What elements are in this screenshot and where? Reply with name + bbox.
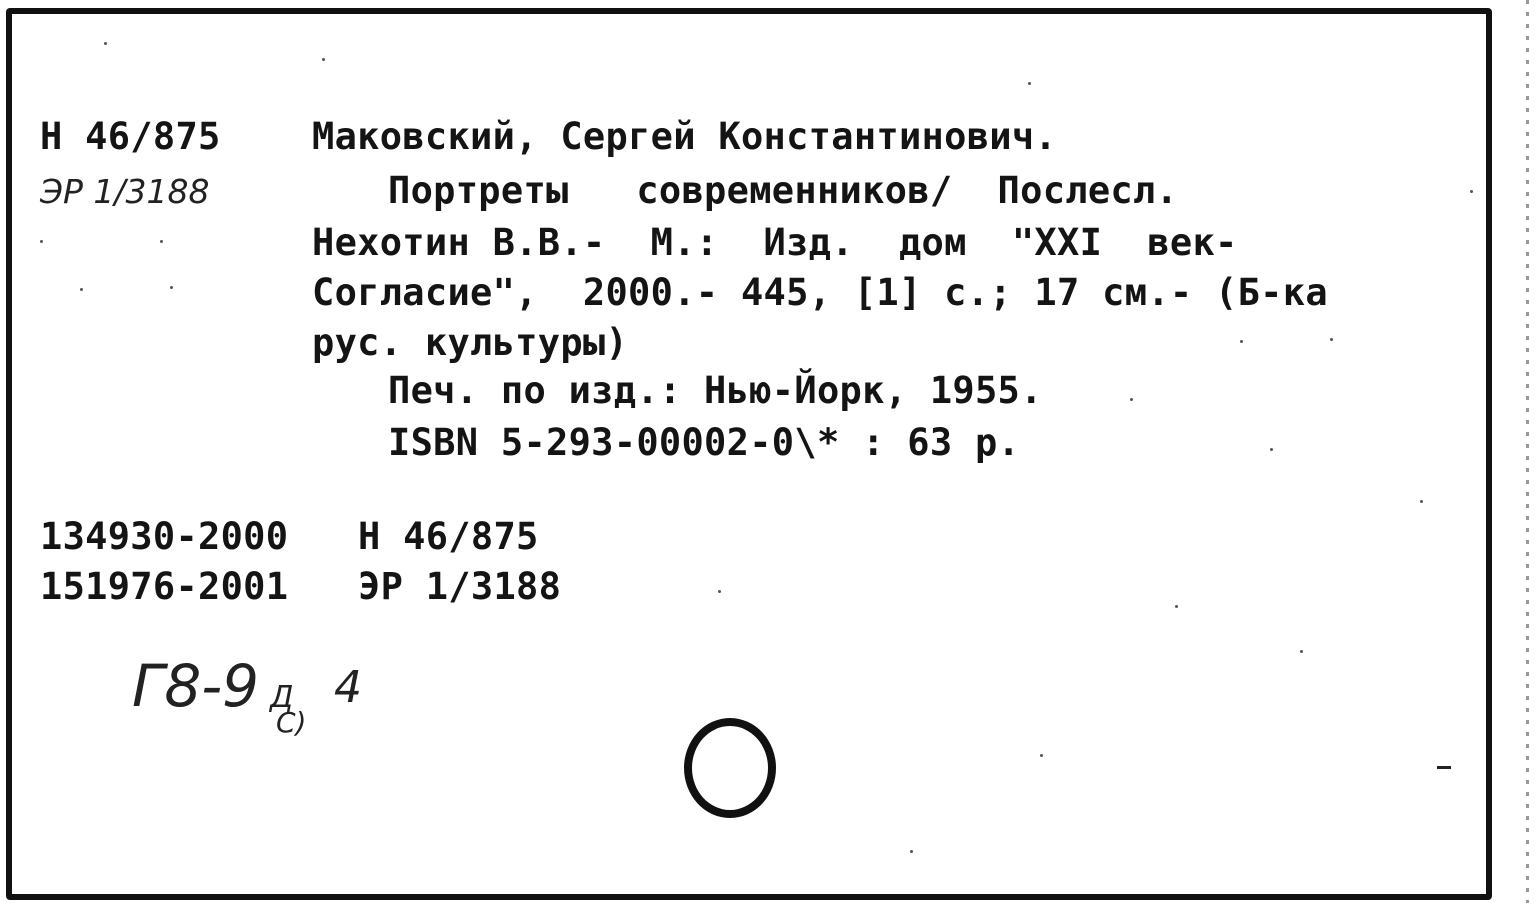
speck: [1470, 190, 1473, 193]
speck: [1420, 500, 1423, 503]
speck: [1175, 605, 1178, 608]
handwritten-call-number: ЭР 1/3188: [40, 172, 210, 211]
title-line-2: Нехотин В.В.- М.: Изд. дом "XXI век-: [312, 221, 1238, 264]
speck: [1240, 340, 1243, 343]
speck: [40, 240, 43, 243]
isbn-line: ISBN 5-293-00002-0\* : 63 р.: [388, 421, 1021, 464]
punch-hole-icon: [684, 718, 776, 818]
speck: [170, 286, 173, 289]
title-line-3: Согласие", 2000.- 445, [1] с.; 17 см.- (Б-ка: [312, 271, 1328, 314]
inventory-location-1: Н 46/875: [358, 515, 539, 558]
inventory-number-2: 151976-2001: [40, 565, 289, 608]
speck: [718, 590, 721, 593]
speck: [1270, 448, 1273, 451]
inventory-location-2: ЭР 1/3188: [358, 565, 562, 608]
title-line-1: Портреты современников/ Послесл.: [388, 169, 1179, 212]
speck: [1300, 650, 1303, 653]
author-line: Маковский, Сергей Константинович.: [312, 115, 1058, 158]
speck: [1040, 754, 1043, 757]
speck: [80, 288, 83, 291]
speck: [160, 240, 163, 243]
handwritten-subscript: Д: [270, 680, 294, 715]
call-number: Н 46/875: [40, 115, 221, 158]
speck: [1130, 398, 1133, 401]
speck: [104, 42, 107, 45]
speck: [910, 850, 913, 853]
handwritten-subscript-2: С): [276, 706, 307, 739]
scan-mark: [1437, 766, 1451, 769]
edition-note: Печ. по изд.: Нью-Йорк, 1955.: [388, 369, 1043, 412]
handwritten-superscript: 4: [334, 662, 362, 713]
speck: [1330, 338, 1333, 341]
inventory-number-1: 134930-2000: [40, 515, 289, 558]
speck: [322, 58, 325, 61]
speck: [1028, 82, 1031, 85]
title-line-4: рус. культуры): [312, 321, 629, 364]
handwritten-classification: Г8-9: [132, 652, 260, 720]
scan-edge: [1526, 0, 1529, 903]
